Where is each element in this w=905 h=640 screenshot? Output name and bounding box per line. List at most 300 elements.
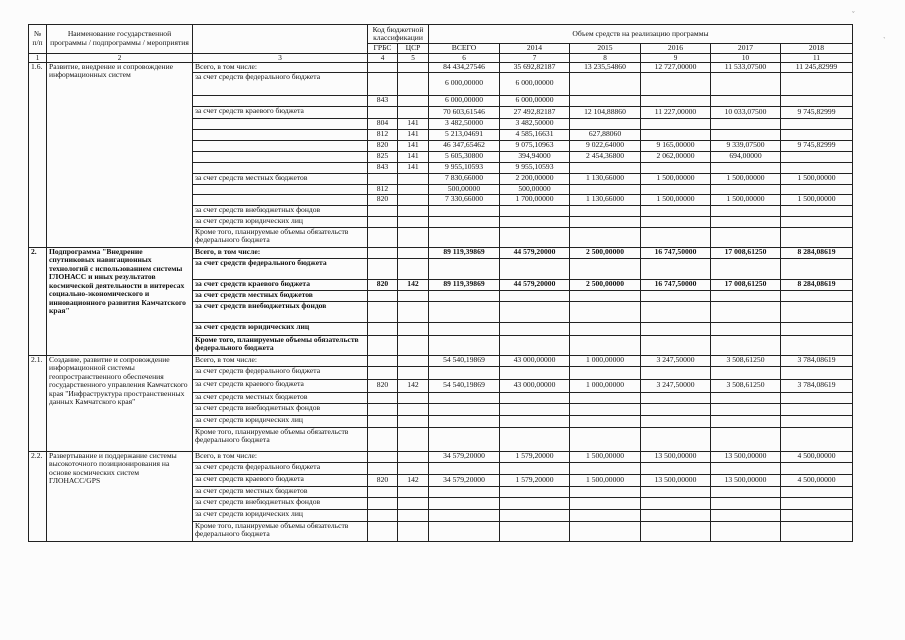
amount-total bbox=[429, 335, 500, 355]
amount-year bbox=[711, 184, 781, 194]
amount-total: 7 830,66000 bbox=[429, 173, 500, 184]
col-index: 7 bbox=[500, 53, 570, 62]
header-volume: Объем средств на реализацию программы bbox=[429, 25, 853, 44]
amount-year bbox=[781, 497, 853, 509]
amount-year bbox=[641, 258, 711, 279]
amount-year: 500,00000 bbox=[500, 184, 570, 194]
amount-year bbox=[570, 290, 641, 301]
csr-code: 141 bbox=[398, 129, 429, 140]
amount-year bbox=[641, 118, 711, 129]
amount-year bbox=[641, 462, 711, 474]
amount-total: 3 482,50000 bbox=[429, 118, 500, 129]
amount-year bbox=[500, 290, 570, 301]
amount-year bbox=[570, 205, 641, 216]
amount-year: 13 500,00000 bbox=[711, 474, 781, 486]
amount-year bbox=[570, 415, 641, 427]
amount-year bbox=[500, 227, 570, 247]
header-total: ВСЕГО bbox=[429, 44, 500, 54]
col-index: 1 bbox=[29, 53, 47, 62]
csr-code bbox=[398, 173, 429, 184]
amount-year: 12 727,00000 bbox=[641, 62, 711, 72]
amount-year bbox=[500, 521, 570, 541]
amount-year bbox=[711, 509, 781, 521]
amount-year: 9 339,07500 bbox=[711, 140, 781, 151]
csr-code: 142 bbox=[398, 279, 429, 290]
amount-year bbox=[500, 509, 570, 521]
grbs-code bbox=[368, 415, 398, 427]
amount-year: 11 245,82999 bbox=[781, 62, 853, 72]
amount-year: 9 022,64000 bbox=[570, 140, 641, 151]
amount-year bbox=[641, 301, 711, 322]
col-index: 11 bbox=[781, 53, 853, 62]
amount-total bbox=[429, 366, 500, 379]
col-index: 6 bbox=[429, 53, 500, 62]
amount-year bbox=[641, 95, 711, 106]
header-num: № п/п bbox=[29, 25, 47, 54]
amount-total bbox=[429, 403, 500, 415]
amount-year: 4 585,16631 bbox=[500, 129, 570, 140]
amount-total: 70 603,61546 bbox=[429, 106, 500, 118]
col-index: 2 bbox=[47, 53, 193, 62]
funding-source bbox=[193, 184, 368, 194]
amount-year bbox=[641, 427, 711, 451]
amount-total: 89 119,39869 bbox=[429, 247, 500, 258]
header-year: 2014 bbox=[500, 44, 570, 54]
csr-code bbox=[398, 301, 429, 322]
header-name: Наименование государственной программы / подпрограммы / мероприятия bbox=[47, 25, 193, 54]
amount-year: 3 784,08619 bbox=[781, 355, 853, 366]
amount-year: 11 533,07500 bbox=[711, 62, 781, 72]
amount-year bbox=[781, 290, 853, 301]
amount-year: 1 130,66000 bbox=[570, 194, 641, 205]
grbs-code: 820 bbox=[368, 474, 398, 486]
amount-year bbox=[711, 335, 781, 355]
amount-year bbox=[641, 162, 711, 173]
funding-source: за счет средств местных бюджетов bbox=[193, 392, 368, 403]
csr-code bbox=[398, 62, 429, 72]
table-row bbox=[29, 451, 853, 462]
amount-year bbox=[641, 521, 711, 541]
amount-year: 1 130,66000 bbox=[570, 173, 641, 184]
amount-year: 4 500,00000 bbox=[781, 474, 853, 486]
amount-year bbox=[711, 129, 781, 140]
grbs-code: 812 bbox=[368, 184, 398, 194]
amount-year: 1 500,00000 bbox=[711, 173, 781, 184]
amount-year bbox=[500, 427, 570, 451]
csr-code bbox=[398, 521, 429, 541]
grbs-code bbox=[368, 403, 398, 415]
amount-year bbox=[570, 462, 641, 474]
amount-year bbox=[570, 335, 641, 355]
amount-year: 1 500,00000 bbox=[781, 173, 853, 184]
grbs-code bbox=[368, 290, 398, 301]
col-index: 9 bbox=[641, 53, 711, 62]
amount-year bbox=[500, 497, 570, 509]
amount-year: 1 000,00000 bbox=[570, 355, 641, 366]
amount-year bbox=[570, 118, 641, 129]
header-year: 2017 bbox=[711, 44, 781, 54]
header-year: 2016 bbox=[641, 44, 711, 54]
header-row bbox=[29, 25, 853, 44]
amount-year bbox=[641, 486, 711, 497]
amount-year bbox=[781, 227, 853, 247]
amount-year bbox=[641, 322, 711, 335]
amount-year bbox=[500, 392, 570, 403]
amount-total bbox=[429, 301, 500, 322]
amount-year: 12 104,88860 bbox=[570, 106, 641, 118]
funding-source bbox=[193, 194, 368, 205]
amount-year bbox=[781, 301, 853, 322]
amount-year: 43 000,00000 bbox=[500, 379, 570, 392]
grbs-code bbox=[368, 335, 398, 355]
amount-year: 43 000,00000 bbox=[500, 355, 570, 366]
amount-year bbox=[570, 392, 641, 403]
csr-code bbox=[398, 415, 429, 427]
amount-year bbox=[711, 72, 781, 95]
amount-year bbox=[570, 301, 641, 322]
funding-source bbox=[193, 118, 368, 129]
amount-year bbox=[500, 205, 570, 216]
funding-source bbox=[193, 140, 368, 151]
grbs-code bbox=[368, 173, 398, 184]
grbs-code: 812 bbox=[368, 129, 398, 140]
funding-source: за счет средств юридических лиц bbox=[193, 216, 368, 227]
funding-source: за счет средств местных бюджетов bbox=[193, 486, 368, 497]
amount-total bbox=[429, 509, 500, 521]
amount-year bbox=[711, 403, 781, 415]
header-year: 2018 bbox=[781, 44, 853, 54]
csr-code bbox=[398, 247, 429, 258]
amount-year: 9 745,82999 bbox=[781, 106, 853, 118]
amount-year bbox=[711, 427, 781, 451]
amount-year: 3 247,50000 bbox=[641, 355, 711, 366]
amount-year bbox=[570, 95, 641, 106]
amount-total: 46 347,65462 bbox=[429, 140, 500, 151]
grbs-code bbox=[368, 205, 398, 216]
amount-total bbox=[429, 415, 500, 427]
amount-total: 5 213,04691 bbox=[429, 129, 500, 140]
amount-year: 6 000,00000 bbox=[500, 95, 570, 106]
amount-year bbox=[641, 366, 711, 379]
amount-year: 2 062,00000 bbox=[641, 151, 711, 162]
funding-source: за счет средств федерального бюджета bbox=[193, 258, 368, 279]
budget-table bbox=[28, 24, 853, 542]
scan-mark: ˋ bbox=[883, 36, 886, 45]
amount-year: 694,00000 bbox=[711, 151, 781, 162]
grbs-code: 820 bbox=[368, 140, 398, 151]
column-index-row bbox=[29, 53, 853, 62]
csr-code bbox=[398, 355, 429, 366]
amount-year: 4 500,00000 bbox=[781, 451, 853, 462]
amount-year bbox=[781, 72, 853, 95]
amount-year bbox=[641, 129, 711, 140]
item-title: Создание, развитие и сопровождение информационной системы геопространственного обеспечения государственного управления Камчатского края "Инфраструктура пространственных данных Камчатского края" bbox=[47, 355, 193, 451]
amount-year bbox=[711, 95, 781, 106]
grbs-code bbox=[368, 486, 398, 497]
col-index: 5 bbox=[398, 53, 429, 62]
amount-year: 9 075,10963 bbox=[500, 140, 570, 151]
csr-code bbox=[398, 184, 429, 194]
amount-year bbox=[781, 216, 853, 227]
amount-year bbox=[500, 486, 570, 497]
grbs-code bbox=[368, 227, 398, 247]
grbs-code bbox=[368, 106, 398, 118]
header-grbs: ГРБС bbox=[368, 44, 398, 54]
grbs-code: 820 bbox=[368, 379, 398, 392]
amount-total bbox=[429, 462, 500, 474]
col-index: 8 bbox=[570, 53, 641, 62]
csr-code bbox=[398, 335, 429, 355]
amount-year: 17 008,61250 bbox=[711, 279, 781, 290]
funding-source: за счет средств краевого бюджета bbox=[193, 474, 368, 486]
amount-year bbox=[570, 486, 641, 497]
amount-year: 3 482,50000 bbox=[500, 118, 570, 129]
amount-year bbox=[641, 415, 711, 427]
amount-year: 1 579,20000 bbox=[500, 474, 570, 486]
amount-year: 3 247,50000 bbox=[641, 379, 711, 392]
amount-year bbox=[500, 335, 570, 355]
amount-year bbox=[781, 415, 853, 427]
grbs-code bbox=[368, 72, 398, 95]
amount-year: 9 745,82999 bbox=[781, 140, 853, 151]
amount-year: 35 692,82187 bbox=[500, 62, 570, 72]
amount-total bbox=[429, 322, 500, 335]
grbs-code: 843 bbox=[368, 162, 398, 173]
amount-year bbox=[570, 216, 641, 227]
amount-year bbox=[711, 366, 781, 379]
amount-year: 13 500,00000 bbox=[641, 474, 711, 486]
amount-year bbox=[781, 335, 853, 355]
grbs-code: 843 bbox=[368, 95, 398, 106]
amount-year: 2 500,00000 bbox=[570, 247, 641, 258]
amount-year bbox=[641, 227, 711, 247]
funding-source: за счет средств внебюджетных фондов bbox=[193, 301, 368, 322]
amount-year: 6 000,00000 bbox=[500, 72, 570, 95]
funding-source: за счет средств краевого бюджета bbox=[193, 106, 368, 118]
amount-year bbox=[781, 95, 853, 106]
amount-year: 2 500,00000 bbox=[570, 279, 641, 290]
funding-source: Всего, в том числе: bbox=[193, 355, 368, 366]
amount-year bbox=[570, 521, 641, 541]
funding-source: Всего, в том числе: bbox=[193, 62, 368, 72]
amount-year: 1 500,00000 bbox=[711, 194, 781, 205]
funding-source: Всего, в том числе: bbox=[193, 451, 368, 462]
amount-year bbox=[641, 290, 711, 301]
amount-year bbox=[781, 162, 853, 173]
item-title: Развертывание и поддержание системы высокоточного позиционирования на основе космических систем ГЛОНАСС/GPS bbox=[47, 451, 193, 541]
amount-year bbox=[711, 497, 781, 509]
amount-total: 6 000,00000 bbox=[429, 95, 500, 106]
amount-year: 17 008,61250 bbox=[711, 247, 781, 258]
amount-year: 44 579,20000 bbox=[500, 247, 570, 258]
amount-year bbox=[711, 322, 781, 335]
amount-year: 8 284,08619 bbox=[781, 279, 853, 290]
funding-source: за счет средств местных бюджетов bbox=[193, 173, 368, 184]
amount-total bbox=[429, 392, 500, 403]
amount-year bbox=[711, 290, 781, 301]
csr-code bbox=[398, 205, 429, 216]
funding-source: Кроме того, планируемые объемы обязательств федерального бюджета bbox=[193, 335, 368, 355]
csr-code: 141 bbox=[398, 162, 429, 173]
amount-year bbox=[570, 322, 641, 335]
funding-source: за счет средств юридических лиц bbox=[193, 322, 368, 335]
csr-code bbox=[398, 194, 429, 205]
amount-year bbox=[711, 258, 781, 279]
amount-year: 16 747,50000 bbox=[641, 247, 711, 258]
amount-year bbox=[781, 486, 853, 497]
amount-year bbox=[711, 486, 781, 497]
funding-source: за счет средств внебюджетных фондов bbox=[193, 205, 368, 216]
amount-year bbox=[711, 301, 781, 322]
item-number: 2. bbox=[29, 247, 47, 355]
col-index: 10 bbox=[711, 53, 781, 62]
amount-year bbox=[711, 216, 781, 227]
amount-year bbox=[781, 118, 853, 129]
scan-mark: ˇ bbox=[852, 10, 855, 19]
amount-year bbox=[781, 392, 853, 403]
amount-total: 34 579,20000 bbox=[429, 451, 500, 462]
amount-year: 627,88060 bbox=[570, 129, 641, 140]
item-number: 2.1. bbox=[29, 355, 47, 451]
csr-code bbox=[398, 290, 429, 301]
csr-code bbox=[398, 403, 429, 415]
amount-year: 3 508,61250 bbox=[711, 355, 781, 366]
amount-year bbox=[570, 184, 641, 194]
csr-code: 142 bbox=[398, 379, 429, 392]
amount-total bbox=[429, 290, 500, 301]
amount-year bbox=[711, 392, 781, 403]
amount-total bbox=[429, 497, 500, 509]
header-source bbox=[193, 25, 368, 54]
amount-year bbox=[781, 403, 853, 415]
funding-source: за счет средств федерального бюджета bbox=[193, 462, 368, 474]
grbs-code bbox=[368, 366, 398, 379]
amount-year bbox=[781, 462, 853, 474]
csr-code bbox=[398, 106, 429, 118]
grbs-code: 820 bbox=[368, 279, 398, 290]
amount-total: 7 330,66000 bbox=[429, 194, 500, 205]
amount-year: 1 000,00000 bbox=[570, 379, 641, 392]
csr-code bbox=[398, 509, 429, 521]
funding-source: за счет средств внебюджетных фондов bbox=[193, 403, 368, 415]
amount-year: 13 500,00000 bbox=[711, 451, 781, 462]
amount-year bbox=[500, 322, 570, 335]
funding-source: за счет средств федерального бюджета bbox=[193, 366, 368, 379]
amount-year: 44 579,20000 bbox=[500, 279, 570, 290]
grbs-code bbox=[368, 427, 398, 451]
grbs-code bbox=[368, 258, 398, 279]
amount-year bbox=[570, 427, 641, 451]
amount-year bbox=[500, 462, 570, 474]
amount-total bbox=[429, 205, 500, 216]
funding-source bbox=[193, 151, 368, 162]
amount-total: 6 000,00000 bbox=[429, 72, 500, 95]
amount-year bbox=[781, 258, 853, 279]
amount-year bbox=[711, 521, 781, 541]
item-title: Развитие, внедрение и сопровождение информационных систем bbox=[47, 62, 193, 247]
funding-source: Кроме того, планируемые объемы обязательств федерального бюджета bbox=[193, 227, 368, 247]
csr-code bbox=[398, 227, 429, 247]
amount-year: 11 227,00000 bbox=[641, 106, 711, 118]
amount-year bbox=[711, 162, 781, 173]
amount-year bbox=[570, 509, 641, 521]
csr-code bbox=[398, 95, 429, 106]
grbs-code bbox=[368, 521, 398, 541]
amount-total: 500,00000 bbox=[429, 184, 500, 194]
amount-total: 9 955,10593 bbox=[429, 162, 500, 173]
amount-year bbox=[570, 497, 641, 509]
amount-year bbox=[641, 403, 711, 415]
amount-year: 394,94000 bbox=[500, 151, 570, 162]
header-year: 2015 bbox=[570, 44, 641, 54]
amount-total bbox=[429, 521, 500, 541]
amount-year bbox=[641, 205, 711, 216]
amount-year: 1 500,00000 bbox=[570, 474, 641, 486]
amount-year bbox=[500, 415, 570, 427]
amount-year: 9 165,00000 bbox=[641, 140, 711, 151]
funding-source: за счет средств юридических лиц bbox=[193, 415, 368, 427]
amount-year: 27 492,82187 bbox=[500, 106, 570, 118]
table-row bbox=[29, 247, 853, 258]
amount-year bbox=[781, 521, 853, 541]
funding-source: Всего, в том числе: bbox=[193, 247, 368, 258]
amount-total: 89 119,39869 bbox=[429, 279, 500, 290]
amount-year: 1 500,00000 bbox=[641, 173, 711, 184]
amount-year bbox=[500, 216, 570, 227]
grbs-code bbox=[368, 216, 398, 227]
amount-year: 13 235,54860 bbox=[570, 62, 641, 72]
amount-total bbox=[429, 227, 500, 247]
funding-source: за счет средств внебюджетных фондов bbox=[193, 497, 368, 509]
funding-source: за счет средств юридических лиц bbox=[193, 509, 368, 521]
funding-source: за счет средств краевого бюджета bbox=[193, 379, 368, 392]
amount-year bbox=[570, 258, 641, 279]
item-title: Подпрограмма "Внедрение спутниковых навигационных технологий с использованием системы ГЛОНАСС и иных результатов космической деятельности в интересах социально-экономического и инновационного развития Камчатского края" bbox=[47, 247, 193, 355]
amount-year bbox=[711, 462, 781, 474]
amount-year: 1 500,00000 bbox=[570, 451, 641, 462]
amount-total: 54 540,19869 bbox=[429, 355, 500, 366]
amount-year: 8 284,08619 bbox=[781, 247, 853, 258]
amount-year: 1 700,00000 bbox=[500, 194, 570, 205]
header-csr: ЦСР bbox=[398, 44, 429, 54]
col-index: 4 bbox=[368, 53, 398, 62]
amount-year: 1 579,20000 bbox=[500, 451, 570, 462]
grbs-code bbox=[368, 301, 398, 322]
funding-source: Кроме того, планируемые объемы обязательств федерального бюджета bbox=[193, 521, 368, 541]
amount-year bbox=[781, 184, 853, 194]
amount-total: 84 434,27546 bbox=[429, 62, 500, 72]
grbs-code: 820 bbox=[368, 194, 398, 205]
grbs-code bbox=[368, 322, 398, 335]
amount-year bbox=[781, 129, 853, 140]
grbs-code bbox=[368, 392, 398, 403]
csr-code bbox=[398, 366, 429, 379]
amount-year bbox=[570, 72, 641, 95]
amount-year: 1 500,00000 bbox=[641, 194, 711, 205]
amount-total bbox=[429, 258, 500, 279]
grbs-code bbox=[368, 247, 398, 258]
csr-code bbox=[398, 427, 429, 451]
csr-code bbox=[398, 497, 429, 509]
header-code: Код бюджетной классификации bbox=[368, 25, 429, 44]
amount-year: 16 747,50000 bbox=[641, 279, 711, 290]
amount-year: 2 454,36800 bbox=[570, 151, 641, 162]
amount-year bbox=[781, 151, 853, 162]
amount-year: 1 500,00000 bbox=[781, 194, 853, 205]
amount-total bbox=[429, 216, 500, 227]
amount-year bbox=[641, 216, 711, 227]
amount-year bbox=[711, 118, 781, 129]
